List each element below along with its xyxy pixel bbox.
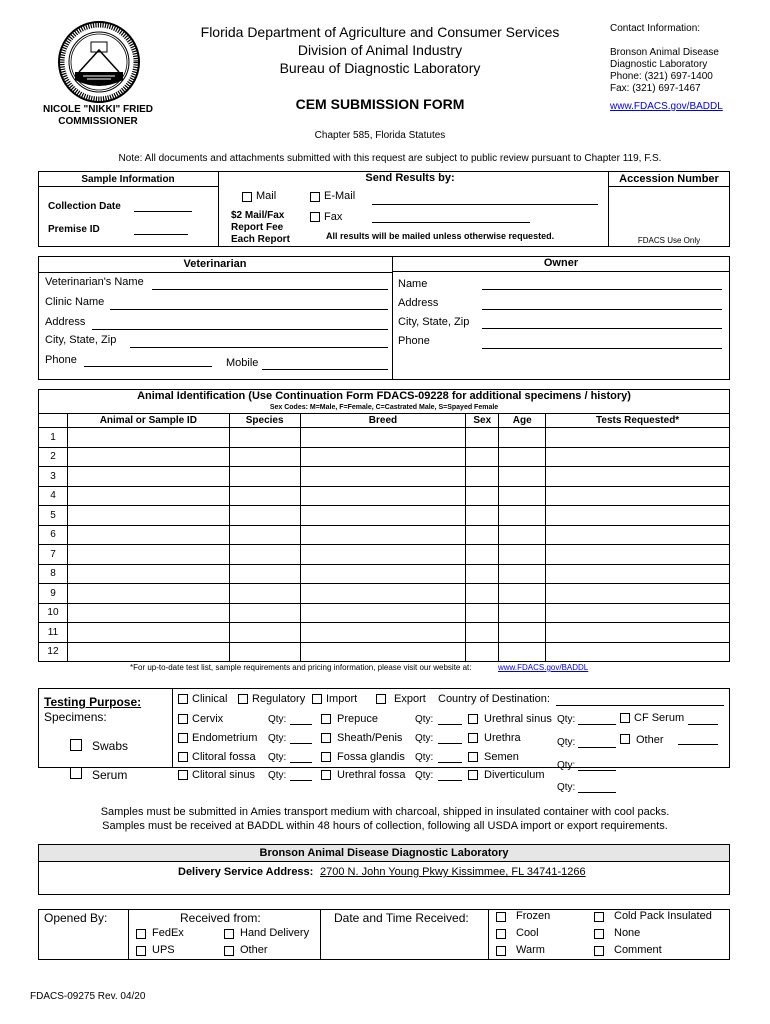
breed-cell[interactable] xyxy=(300,506,466,526)
qty-input[interactable] xyxy=(290,762,312,763)
qty-label: Qty: xyxy=(268,770,287,781)
owner-city-input[interactable] xyxy=(482,328,722,329)
specimen-label: Urethra xyxy=(484,732,521,744)
age-cell[interactable] xyxy=(499,506,546,526)
table-row xyxy=(39,506,730,526)
vet-city-label: City, State, Zip xyxy=(45,334,117,346)
qty-label: Qty: xyxy=(557,760,576,771)
animal-id-cell[interactable] xyxy=(67,623,229,643)
tests-cell[interactable] xyxy=(546,467,730,487)
tests-cell[interactable] xyxy=(546,584,730,604)
qty-label: Qty: xyxy=(415,714,434,725)
email-input[interactable] xyxy=(372,204,598,205)
breed-cell[interactable] xyxy=(300,623,466,643)
table-row xyxy=(39,428,730,448)
species-cell[interactable] xyxy=(229,467,300,487)
col-sex: Sex xyxy=(466,414,499,428)
delivery-label: Delivery Service Address: xyxy=(178,866,314,878)
clinic-name-input[interactable] xyxy=(110,309,388,310)
species-cell[interactable] xyxy=(229,525,300,545)
tests-cell[interactable] xyxy=(546,506,730,526)
cf-serum-checkbox[interactable] xyxy=(620,713,630,723)
age-cell[interactable] xyxy=(499,545,546,565)
fee-line2: Report Fee xyxy=(231,222,284,233)
email-label: E-Mail xyxy=(324,190,356,202)
form-title: CEM SUBMISSION FORM xyxy=(295,96,465,112)
accession-heading: Accession Number xyxy=(619,173,719,185)
specimen-label: Endometrium xyxy=(192,732,258,744)
fee-line1: $2 Mail/Fax xyxy=(231,210,285,221)
collection-date-input[interactable] xyxy=(134,211,192,212)
row-number: 10 xyxy=(39,603,68,623)
tests-cell[interactable] xyxy=(546,603,730,623)
delivery-address: 2700 N. John Young Pkwy Kissimmee, FL 34741-1266 xyxy=(320,866,586,878)
animal-id-cell[interactable] xyxy=(67,584,229,604)
vet-heading: Veterinarian xyxy=(183,258,247,270)
breed-cell[interactable] xyxy=(300,584,466,604)
age-cell[interactable] xyxy=(499,623,546,643)
regulatory-checkbox[interactable] xyxy=(238,694,248,704)
sex-cell[interactable] xyxy=(466,584,499,604)
test-list-link[interactable]: www.FDACS.gov/BADDL xyxy=(498,663,589,672)
commissioner-title: COMMISSIONER xyxy=(58,116,138,127)
import-checkbox[interactable] xyxy=(312,694,322,704)
commissioner-name: NICOLE "NIKKI" FRIED xyxy=(42,104,154,115)
country-label: Country of Destination: xyxy=(438,693,550,705)
specimens-label: Specimens: xyxy=(44,710,107,724)
table-row xyxy=(39,486,730,506)
specimen-checkbox[interactable] xyxy=(178,733,188,743)
country-input[interactable] xyxy=(556,705,724,706)
species-cell[interactable] xyxy=(229,623,300,643)
send-results-heading: Send Results by: xyxy=(365,172,455,184)
species-cell[interactable] xyxy=(229,642,300,662)
table-row xyxy=(39,545,730,565)
collection-date-label: Collection Date xyxy=(48,201,121,212)
sex-cell[interactable] xyxy=(466,545,499,565)
animal-id-cell[interactable] xyxy=(67,447,229,467)
clinic-name-label: Clinic Name xyxy=(45,296,105,308)
tests-cell[interactable] xyxy=(546,428,730,448)
public-review-note: Note: All documents and attachments submitted with this request are subject to public review pursuant to Chapter 119, F.S. xyxy=(118,153,662,164)
owner-phone-label: Phone xyxy=(398,335,430,347)
qty-label: Qty: xyxy=(268,714,287,725)
animal-id-table xyxy=(38,413,730,662)
sex-cell[interactable] xyxy=(466,506,499,526)
qty-input[interactable] xyxy=(578,724,616,725)
qty-label: Qty: xyxy=(557,714,576,725)
col-species: Species xyxy=(229,414,300,428)
other-carrier-label: Other xyxy=(240,944,268,956)
fee-line3: Each Report xyxy=(231,234,290,245)
vet-address-label: Address xyxy=(45,316,86,328)
col-breed: Breed xyxy=(300,414,466,428)
division-name: Division of Animal Industry xyxy=(297,42,463,58)
row-number: 6 xyxy=(39,525,68,545)
age-cell[interactable] xyxy=(499,603,546,623)
frozen-label: Frozen xyxy=(516,910,551,922)
row-number: 2 xyxy=(39,447,68,467)
vet-phone-input[interactable] xyxy=(84,366,212,367)
contact-line2: Diagnostic Laboratory xyxy=(610,59,708,70)
fedex-checkbox[interactable] xyxy=(136,929,146,939)
qty-label: Qty: xyxy=(557,782,576,793)
specimen-label: Prepuce xyxy=(337,713,378,725)
received-from-label: Received from: xyxy=(180,911,261,925)
qty-input[interactable] xyxy=(438,762,462,763)
state-seal-logo xyxy=(57,20,141,104)
email-checkbox[interactable] xyxy=(310,192,320,202)
qty-input[interactable] xyxy=(438,780,462,781)
table-row xyxy=(39,447,730,467)
animal-id-cell[interactable] xyxy=(67,603,229,623)
qty-input[interactable] xyxy=(290,724,312,725)
opened-by-label: Opened By: xyxy=(44,911,108,925)
sex-cell[interactable] xyxy=(466,447,499,467)
row-number: 5 xyxy=(39,506,68,526)
sex-cell[interactable] xyxy=(466,467,499,487)
specimen-label: Cervix xyxy=(192,713,224,725)
specimen-checkbox[interactable] xyxy=(178,770,188,780)
bureau-name: Bureau of Diagnostic Laboratory xyxy=(279,60,481,76)
specimen-checkbox[interactable] xyxy=(468,752,478,762)
age-cell[interactable] xyxy=(499,467,546,487)
specimen-checkbox[interactable] xyxy=(468,770,478,780)
breed-cell[interactable] xyxy=(300,486,466,506)
breed-cell[interactable] xyxy=(300,545,466,565)
lab-name: Bronson Animal Disease Diagnostic Laboratory xyxy=(259,847,509,859)
owner-name-label: Name xyxy=(398,278,428,290)
specimen-label: Urethral sinus xyxy=(484,713,552,725)
sex-cell[interactable] xyxy=(466,642,499,662)
specimen-label: Diverticulum xyxy=(484,769,545,781)
comment-label: Comment xyxy=(614,944,662,956)
warm-label: Warm xyxy=(516,944,545,956)
species-cell[interactable] xyxy=(229,545,300,565)
clinical-label: Clinical xyxy=(192,693,228,705)
cold-pack-label: Cold Pack Insulated xyxy=(614,910,712,922)
cf-serum-label: CF Serum xyxy=(634,712,685,724)
qty-label: Qty: xyxy=(415,770,434,781)
owner-heading: Owner xyxy=(543,257,579,269)
fdacs-use-only: FDACS Use Only xyxy=(637,236,701,245)
age-cell[interactable] xyxy=(499,486,546,506)
sample-info-heading: Sample Information xyxy=(81,174,175,185)
row-number: 11 xyxy=(39,623,68,643)
specimen-label: Semen xyxy=(484,751,519,763)
age-cell[interactable] xyxy=(499,642,546,662)
vet-mobile-input[interactable] xyxy=(262,369,388,370)
specimen-checkbox[interactable] xyxy=(321,733,331,743)
instructions-line1: Samples must be submitted in Amies transport medium with charcoal, shipped in insulated container with cool packs. xyxy=(100,806,670,818)
vet-city-input[interactable] xyxy=(130,347,388,348)
qty-label: Qty: xyxy=(415,752,434,763)
vet-address-input[interactable] xyxy=(92,329,388,330)
vet-name-label: Veterinarian's Name xyxy=(45,276,144,288)
row-number: 8 xyxy=(39,564,68,584)
swabs-label: Swabs xyxy=(92,739,129,753)
qty-label: Qty: xyxy=(415,733,434,744)
age-cell[interactable] xyxy=(499,428,546,448)
fax-label: Fax xyxy=(324,211,343,223)
specimen-label: Sheath/Penis xyxy=(337,732,403,744)
row-number: 1 xyxy=(39,428,68,448)
contact-line1: Bronson Animal Disease xyxy=(610,47,719,58)
sex-cell[interactable] xyxy=(466,603,499,623)
qty-input[interactable] xyxy=(290,780,312,781)
premise-id-input[interactable] xyxy=(134,234,188,235)
export-label: Export xyxy=(394,693,426,705)
comment-checkbox[interactable] xyxy=(594,946,604,956)
fedex-label: FedEx xyxy=(152,927,184,939)
swabs-checkbox[interactable] xyxy=(70,739,82,751)
sex-cell[interactable] xyxy=(466,428,499,448)
tests-cell[interactable] xyxy=(546,525,730,545)
breed-cell[interactable] xyxy=(300,428,466,448)
animal-id-cell[interactable] xyxy=(67,467,229,487)
animal-id-cell[interactable] xyxy=(67,486,229,506)
vet-mobile-label: Mobile xyxy=(226,357,259,369)
age-cell[interactable] xyxy=(499,564,546,584)
specimen-checkbox[interactable] xyxy=(178,714,188,724)
owner-address-input[interactable] xyxy=(482,309,722,310)
cf-serum-input[interactable] xyxy=(688,724,718,725)
test-list-footnote: *For up-to-date test list, sample requirements and pricing information, please visit our website at: xyxy=(130,663,472,672)
form-number: FDACS-09275 Rev. 04/20 xyxy=(30,991,146,1002)
contact-fax: Fax: (321) 697-1467 xyxy=(610,83,701,94)
specimen-checkbox[interactable] xyxy=(321,714,331,724)
breed-cell[interactable] xyxy=(300,642,466,662)
row-number: 7 xyxy=(39,545,68,565)
species-cell[interactable] xyxy=(229,564,300,584)
owner-city-label: City, State, Zip xyxy=(398,316,470,328)
specimen-checkbox[interactable] xyxy=(468,733,478,743)
qty-input[interactable] xyxy=(438,724,462,725)
sex-cell[interactable] xyxy=(466,525,499,545)
ups-label: UPS xyxy=(152,944,175,956)
animal-table-header xyxy=(39,414,730,428)
species-cell[interactable] xyxy=(229,447,300,467)
warm-checkbox[interactable] xyxy=(496,946,506,956)
tests-cell[interactable] xyxy=(546,623,730,643)
other-specimen-label: Other xyxy=(636,734,664,746)
qty-input[interactable] xyxy=(578,770,616,771)
contact-phone: Phone: (321) 697-1400 xyxy=(610,71,713,82)
col-age: Age xyxy=(499,414,546,428)
mail-checkbox[interactable] xyxy=(242,192,252,202)
table-row xyxy=(39,525,730,545)
serum-checkbox[interactable] xyxy=(70,767,82,779)
frozen-checkbox[interactable] xyxy=(496,912,506,922)
website-link[interactable]: www.FDACS.gov/BADDL xyxy=(610,101,723,112)
tests-cell[interactable] xyxy=(546,447,730,467)
export-checkbox[interactable] xyxy=(376,694,386,704)
species-cell[interactable] xyxy=(229,428,300,448)
other-specimen-input[interactable] xyxy=(678,744,718,745)
cold-pack-checkbox[interactable] xyxy=(594,912,604,922)
qty-input[interactable] xyxy=(438,743,462,744)
specimen-label: Fossa glandis xyxy=(337,751,405,763)
qty-label: Qty: xyxy=(268,752,287,763)
breed-cell[interactable] xyxy=(300,564,466,584)
tests-cell[interactable] xyxy=(546,486,730,506)
qty-input[interactable] xyxy=(578,747,616,748)
tests-cell[interactable] xyxy=(546,545,730,565)
contact-heading: Contact Information: xyxy=(610,23,701,34)
hand-delivery-label: Hand Delivery xyxy=(240,927,310,939)
mail-notice: All results will be mailed unless otherwise requested. xyxy=(326,231,555,241)
other-specimen-checkbox[interactable] xyxy=(620,734,630,744)
col-tests: Tests Requested* xyxy=(546,414,730,428)
age-cell[interactable] xyxy=(499,447,546,467)
statute: Chapter 585, Florida Statutes xyxy=(314,130,446,141)
animal-id-cell[interactable] xyxy=(67,642,229,662)
serum-label: Serum xyxy=(92,768,128,782)
specimen-checkbox[interactable] xyxy=(321,770,331,780)
table-row xyxy=(39,642,730,662)
mail-label: Mail xyxy=(256,190,277,202)
animal-id-cell[interactable] xyxy=(67,506,229,526)
tests-cell[interactable] xyxy=(546,642,730,662)
species-cell[interactable] xyxy=(229,603,300,623)
sex-codes: Sex Codes: M=Male, F=Female, C=Castrated Male, S=Spayed Female xyxy=(269,404,499,411)
table-row xyxy=(39,584,730,604)
row-number: 12 xyxy=(39,642,68,662)
animal-id-heading: Animal Identification (Use Continuation Form FDACS-09228 for additional specimens / history) xyxy=(137,390,631,402)
regulatory-label: Regulatory xyxy=(252,693,306,705)
none-label: None xyxy=(614,927,641,939)
table-row xyxy=(39,564,730,584)
sex-cell[interactable] xyxy=(466,564,499,584)
agency-name: Florida Department of Agriculture and Consumer Services xyxy=(200,24,560,40)
age-cell[interactable] xyxy=(499,584,546,604)
date-time-label: Date and Time Received: xyxy=(334,911,469,925)
owner-address-label: Address xyxy=(398,297,439,309)
species-cell[interactable] xyxy=(229,486,300,506)
sex-cell[interactable] xyxy=(466,486,499,506)
breed-cell[interactable] xyxy=(300,467,466,487)
qty-input[interactable] xyxy=(578,792,616,793)
specimen-label: Clitoral fossa xyxy=(192,751,256,763)
vet-phone-label: Phone xyxy=(45,354,77,366)
cool-checkbox[interactable] xyxy=(496,929,506,939)
instructions-line2: Samples must be received at BADDL within 48 hours of collection, following all USDA import or export requirements. xyxy=(102,820,668,832)
tests-cell[interactable] xyxy=(546,564,730,584)
none-checkbox[interactable] xyxy=(594,929,604,939)
species-cell[interactable] xyxy=(229,584,300,604)
table-row xyxy=(39,603,730,623)
specimen-checkbox[interactable] xyxy=(321,752,331,762)
owner-phone-input[interactable] xyxy=(482,348,722,349)
animal-id-cell[interactable] xyxy=(67,564,229,584)
animal-id-cell[interactable] xyxy=(67,428,229,448)
row-number: 4 xyxy=(39,486,68,506)
clinical-checkbox[interactable] xyxy=(178,694,188,704)
specimen-label: Clitoral sinus xyxy=(192,769,255,781)
qty-input[interactable] xyxy=(290,743,312,744)
testing-purpose-label: Testing Purpose: xyxy=(44,695,142,709)
breed-cell[interactable] xyxy=(300,525,466,545)
premise-id-label: Premise ID xyxy=(48,224,100,235)
owner-name-input[interactable] xyxy=(482,289,722,290)
breed-cell[interactable] xyxy=(300,447,466,467)
vet-owner-box xyxy=(38,256,730,380)
specimen-checkbox[interactable] xyxy=(468,714,478,724)
ups-checkbox[interactable] xyxy=(136,946,146,956)
cool-label: Cool xyxy=(516,927,539,939)
animal-id-cell[interactable] xyxy=(67,545,229,565)
breed-cell[interactable] xyxy=(300,603,466,623)
col-animal-id: Animal or Sample ID xyxy=(67,414,229,428)
animal-id-cell[interactable] xyxy=(67,525,229,545)
qty-label: Qty: xyxy=(268,733,287,744)
other-carrier-checkbox[interactable] xyxy=(224,946,234,956)
specimen-label: Urethral fossa xyxy=(337,769,406,781)
specimen-checkbox[interactable] xyxy=(178,752,188,762)
import-label: Import xyxy=(326,693,358,705)
age-cell[interactable] xyxy=(499,525,546,545)
fax-checkbox[interactable] xyxy=(310,212,320,222)
qty-label: Qty: xyxy=(557,737,576,748)
table-row xyxy=(39,623,730,643)
row-number: 3 xyxy=(39,467,68,487)
fax-input[interactable] xyxy=(372,222,530,223)
table-row xyxy=(39,467,730,487)
vet-name-input[interactable] xyxy=(152,289,388,290)
sex-cell[interactable] xyxy=(466,623,499,643)
species-cell[interactable] xyxy=(229,506,300,526)
hand-delivery-checkbox[interactable] xyxy=(224,929,234,939)
row-number: 9 xyxy=(39,584,68,604)
